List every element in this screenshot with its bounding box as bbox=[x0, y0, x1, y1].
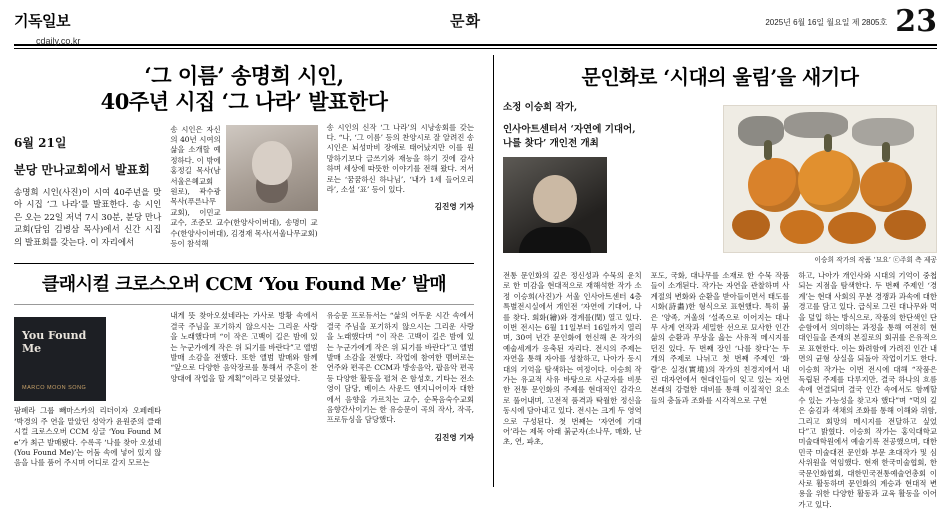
article-poet-kicker-venue: 분당 만나교회에서 발표회 bbox=[14, 162, 150, 177]
article-art-headline: 문인화로 ‘시대의 울림’을 새기다 bbox=[581, 64, 859, 89]
article-poet-col-2 bbox=[170, 123, 317, 256]
right-column bbox=[503, 55, 938, 509]
publication-url: cdaily.co.kr bbox=[36, 36, 81, 46]
article-poet-headline-2: 40주년 시집 ‘그 나라’ 발표한다 bbox=[100, 88, 388, 114]
article-art-col2-text: 포도, 국화, 대나무를 소재로 한 수묵 작품들이 소개된다. 작가는 자연을 관찰하며 사계절의 변화와 순환을 받아들이면서 태도를 시화(詩畵)한 형식으로 표현했다. 특히 붉은 ‘양족, 겨울의 ‘설족으로 이어지는 대나무 사계 연작과 세밀한 선으로 묘사한 인간 삶의 순환과 무상을 읊는 사유적 메시지를 던진 있다. 두 번째 장인 ‘나를 찾다’는 두 개의 주제로 나뉘고 첫 번째 주제인 ‘화람’은 실경(實境)의 작가의 친경지에서 내린 대자연에서 현대인들이 잊고 있는 자연 본래의 강렬한 대비를 통해 이질적인 요소들의 충돌과 조화를 시각적으로 구현 bbox=[650, 270, 790, 405]
article-ccm bbox=[14, 272, 474, 474]
article-art-subhead-1: 소정 이승희 작가, bbox=[503, 101, 578, 113]
page-content bbox=[14, 55, 938, 509]
article-poet-headline-1: ‘그 이름’ 송명희 시인, bbox=[144, 62, 344, 88]
album-cover-subtitle: MARCO MOON SONG bbox=[22, 385, 87, 392]
article-poet-byline: 김진영 기자 bbox=[434, 202, 474, 212]
article-art-col-3 bbox=[798, 271, 937, 516]
article-ccm-byline: 김진영 기자 bbox=[434, 432, 474, 442]
masthead-center bbox=[224, 8, 707, 31]
article-ccm-col1-text: 팜폐라 그룹 빼마스카의 리더이자 오페레타 ‘박경의 주 연을 맡았던 성악가 윤원준의 클래시컬 크로스오버 CCM 싱글 ‘You Found Me’가 최근 발매됐다. 수록곡 ‘나를 찾아 오셨네(You Found Me)’는 어둠 속에 넣어 있지 않음을 나를 품어 주시며 어디로 갈지 모르는 bbox=[14, 406, 162, 468]
article-art-subhead-block bbox=[503, 101, 653, 265]
article-ccm-rule bbox=[14, 304, 474, 305]
article-ccm-col2-text: 내게 뜻 찾아오셨네라는 가사로 방황 속에서 결국 주님을 포기하지 않으시는 그리운 사랑을 노래했다며 “이 작은 고백이 길은 밤에 있는 누군가에게 작은 위 되기를 바란다”고 앨범 발매 소감을 전했다. 또한 앨범 발매와 함께 “앞으로 다양한 음악장르를 통해서 주흔이 찬양대에 작업을 할 계획”이라고 덧붙였다. bbox=[170, 311, 318, 383]
article-ccm-col-2 bbox=[170, 311, 317, 474]
album-cover-title: You Found Me bbox=[22, 329, 87, 356]
article-art-subhead-2: 인사아트센터서 ‘자연에 기대어, bbox=[503, 123, 636, 135]
article-art-col3-text: 하고, 나아가 개인사와 시대의 기억이 중첩되는 지점을 탐색한다. 두 번째 주제인 ‘경계’는 현대 사회의 무분 경쟁과 과속에 대한 경고를 담고 있다. 급식로 그린 대나무와 먹을 덮입 하는 방식으로, 작품의 한단색인 단순함에서 의미하는 과정을 통해 여전히 현대인들을 존재의 본질로의 회귀를 은유적으로 표현한다. 이는 화려함에 가려진 인간 내면의 균형 상실을 되돌아 작업이기도 한다. 이승희 작가는 이번 전시에 대해 “작품은 독립된 주제를 다루지만, 결국 하나의 흐름 속에 연결되며 결국 인간 속에서도 함께할 수 있는 가능성을 찾고자 했다”며 “먹의 깊은 숨김과 색채의 조화를 통해 이해와 위함, 그리고 회망의 메시지를 전달하고 싶었다”고 밝혔다. 이승희 작가는 홍익대학교 미술대학원에서 예술기록 전공했으며, 대한민국 미술대전 문인화 부문 초대작가 및 심사위원을 역임했다. 현재 한국미술협회, 한국문인화협회, 대한민국전통예술연총회 이사로 활동하며 문인화의 계승과 현대적 변용을 위한 다양한 활동과 교육 활동을 이어가고 있다. bbox=[798, 270, 938, 509]
article-poet-col3-text: 송 시인의 신작 ‘그 나라’의 시낭송회를 갖는다. “나, ‘그 이름’ 등의 찬양시로 잘 알려진 송 시인은 뇌성마비 장애로 태어났지만 이를 원망하기보다 글쓰기와 재능을 하기 것에 감사하며 세상에 따뜻한 이야기를 전해 왔다. 저서로는 ‘꿈꿈하신 하나님’, ‘내가 1세 들어오리라’, 소설 ‘표’ 등이 있다. bbox=[326, 122, 474, 194]
masthead bbox=[14, 4, 937, 46]
artwork-block bbox=[663, 101, 937, 265]
masthead-left bbox=[14, 8, 224, 46]
left-article-divider bbox=[14, 263, 474, 264]
album-cover-photo bbox=[14, 317, 106, 401]
article-ccm-headline: 클래시컬 크로스오버 CCM ‘You Found Me’ 발매 bbox=[41, 274, 447, 296]
article-art-col-1 bbox=[503, 271, 642, 516]
article-poet-col-1 bbox=[14, 123, 161, 256]
artist-portrait-photo bbox=[503, 157, 607, 253]
publication-logo: 기독일보 bbox=[14, 12, 70, 30]
section-title: 문화 bbox=[450, 12, 481, 30]
artwork-caption: 이승희 작가의 작품 ‘묘요’ ⓒ주회 측 제공 bbox=[814, 255, 937, 264]
article-art-col-2 bbox=[651, 271, 790, 516]
column-divider bbox=[493, 55, 494, 487]
masthead-right bbox=[707, 4, 937, 39]
masthead-rule-thin bbox=[14, 48, 937, 49]
issue-meta: 2025년 6월 16일 월요일 제 2805호 bbox=[765, 18, 888, 27]
article-poet-kicker-date: 6월 21일 bbox=[14, 135, 67, 150]
poet-portrait-photo bbox=[226, 125, 318, 211]
article-art-body bbox=[503, 271, 937, 516]
article-poet-col-3 bbox=[327, 123, 474, 256]
article-ccm-col3-text: 유승문 프로듀서는 “삶의 어두운 시간 속에서 결국 주님을 포기하지 않으시는 그리운 사랑을 노래했다며 “이 작은 고백이 길은 밤에 있는 누군가에게 작은 위 되기를 바란다”고 앨범 발매 소감을 전했다. 작업에 참여한 멤버로는 연주와 편곡은 CCM과 방송음악, 팝음악 편곡 등 다양한 활동을 펼쳐 온 함성호, 기타는 전소영이 담당, 베이스 사운드 엔지니어이자 대한에서 음향을 가르치는 교수, 순복음숙수교회 음향간사이기는 한 유승문이 곡의 작사, 작곡, 프로듀싱을 담당했다. bbox=[326, 311, 474, 425]
page-number: 23 bbox=[895, 4, 937, 39]
article-art-subhead-3: 나를 찾다’ 개인전 개최 bbox=[503, 137, 599, 149]
article-ccm-col-3 bbox=[327, 311, 474, 474]
artwork-photo bbox=[723, 105, 937, 253]
article-poet-col2-text: 송 시인은 자신의 40년 시여의 삶을 소개할 예정하다. 이 밖에 홍정길 목사(남서울은혜교회 원로), 곽수광 목사(푸른나무교회), 이민교 교수, 조준모 교수(한양사이버대), 송명미 교수(한양사이버대), 김경재 목사(서울나무교회) 등이 참석해 bbox=[170, 124, 318, 248]
left-column bbox=[14, 55, 484, 487]
article-poet-lede: 송명희 시인(사진)이 시여 40주년을 맞아 시집 ‘그 나라’를 발표한다. 송 시인은 오는 22일 저녁 7시 30분, 분당 만나교회(담임 김병삼 목사)에서 신간 시집의 발표회를 갖는다. 이 자리에서 bbox=[14, 187, 162, 248]
article-ccm-col-1 bbox=[14, 311, 161, 474]
article-poet bbox=[14, 61, 474, 256]
article-art-col1-text: 전통 문인화의 깊은 정신성과 수묵의 운치로 한 미감을 현대적으로 재해석한 작가 소정 이승희(사진)가 서울 인사아트센터 4층 특별전시실에서 개인전 ‘자연에 기대어, 나를 찾다. 회화(繪)와 경계를(閏) 열고 있다. 이번 전시는 6월 11일부터 16일까지 열리며, 30여 년간 문인화에 헌신해 온 작가의 예술세계가 응축된 자리다. 전시의 주제는 자연을 통해 자아를 성찰하고, 나아가 동시대의 기억을 탐색하는 여정이다. 이승희 작가는 유교적 사유 바탕으로 사군자를 비롯한 전통 문인화의 주제를 현대적인 감각으로 풀어내며, 고전적 품격과 탁월한 정신을 동시에 담아내고 있다. 전시는 크게 두 영역으로 구성된다. 첫 번째는 ‘자연에 기대어’라는 제목 아래 붉군자(소나무, 매화, 난초, 연, 파초, bbox=[503, 270, 642, 447]
